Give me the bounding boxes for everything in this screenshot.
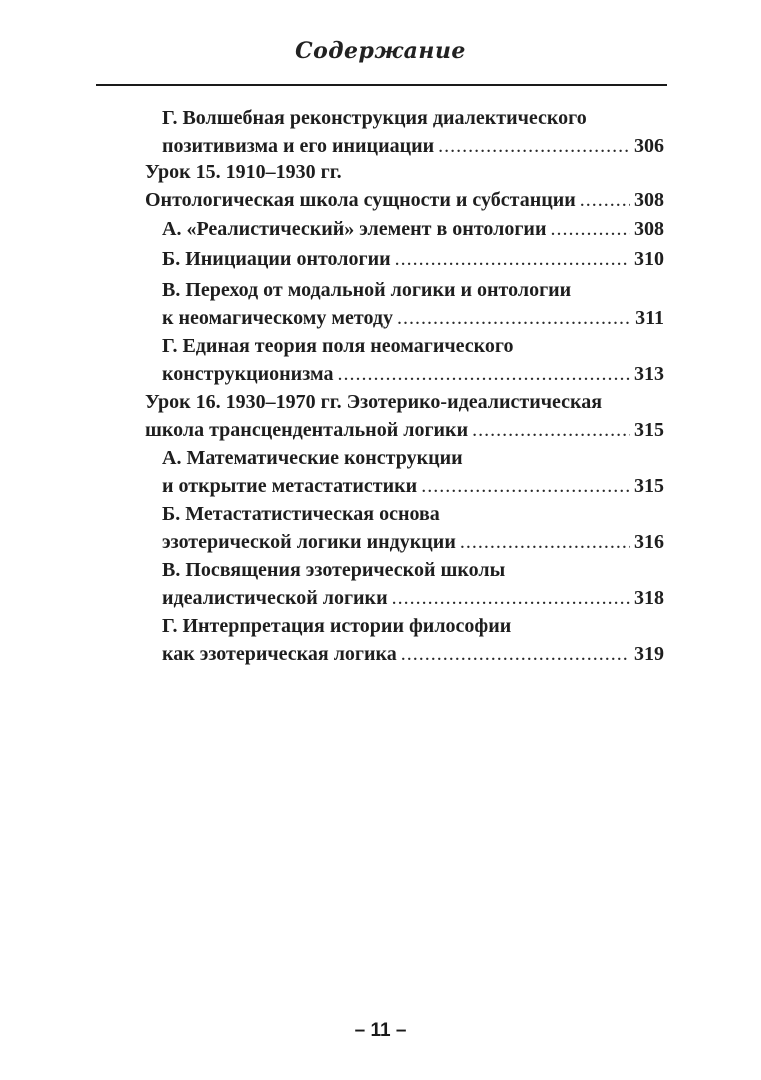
leader-dots — [337, 360, 630, 388]
toc-entry-title-end: Б. Инициации онтологии — [162, 248, 391, 270]
toc-entry-line: Г. Волшебная реконструкция диалектического — [162, 107, 587, 129]
leader-dots — [550, 215, 630, 243]
toc-page-number: 310 — [634, 248, 664, 270]
toc-entry — [162, 215, 664, 243]
page-header-title: Содержание — [295, 38, 466, 64]
toc-page-number: 308 — [634, 218, 664, 240]
toc-entry-title-end: к неомагическому методу — [162, 307, 394, 329]
leader-dots — [460, 528, 630, 556]
toc-entry-title-end: позитивизма и его инициации — [162, 135, 435, 157]
toc-entry — [162, 500, 664, 556]
toc-entry — [145, 388, 664, 444]
toc-page-number: 313 — [634, 363, 664, 385]
page-number: – 11 – — [354, 1020, 407, 1041]
toc-page-number: 311 — [635, 307, 664, 329]
toc-entry-title-end: конструкционизма — [162, 363, 334, 385]
toc-entry-line: В. Переход от модальной логики и онтологии — [162, 279, 572, 301]
leader-dots — [395, 245, 630, 273]
toc-entry-title-end: А. «Реалистический» элемент в онтологии — [162, 218, 547, 240]
toc-entry-title-end: идеалистической логики — [162, 587, 388, 609]
toc-entry-line: А. Математические конструкции — [162, 447, 463, 469]
toc-page-number: 316 — [634, 531, 664, 553]
toc-entry — [162, 556, 664, 612]
toc-entry — [162, 612, 664, 668]
header-divider — [96, 84, 667, 86]
toc-entry-line: Урок 16. 1930–1970 гг. Эзотерико-идеалистическая — [145, 391, 603, 413]
toc-entry-line: Г. Интерпретация истории философии — [162, 615, 512, 637]
leader-dots — [438, 132, 630, 160]
toc-entry-line: Б. Метастатистическая основа — [162, 503, 440, 525]
toc-entry-title-end: эзотерической логики индукции — [162, 531, 456, 553]
toc-entry-line: Урок 15. 1910–1930 гг. — [145, 161, 342, 183]
toc-entry — [162, 245, 664, 273]
leader-dots — [401, 640, 630, 668]
toc-entry-line: Г. Единая теория поля неомагического — [162, 335, 514, 357]
toc-entry-line: В. Посвящения эзотерической школы — [162, 559, 506, 581]
toc-entry-title-end: Онтологическая школа сущности и субстанции — [145, 189, 576, 211]
toc-page-number: 315 — [634, 419, 664, 441]
toc-page-number: 319 — [634, 643, 664, 665]
leader-dots — [392, 584, 630, 612]
toc-page-number: 306 — [634, 135, 664, 157]
leader-dots — [472, 416, 630, 444]
leader-dots — [580, 186, 630, 214]
toc-entry-title-end: школа трансцендентальной логики — [145, 419, 469, 441]
toc-entry — [145, 158, 664, 214]
toc-entry — [162, 104, 664, 160]
toc-entry-title-end: как эзотерическая логика — [162, 643, 397, 665]
toc-page-number: 315 — [634, 475, 664, 497]
toc-entry — [162, 444, 664, 500]
toc-page-number: 318 — [634, 587, 664, 609]
leader-dots — [397, 304, 631, 332]
toc-entry — [162, 276, 664, 332]
toc-page-number: 308 — [634, 189, 664, 211]
toc-entry-title-end: и открытие метастатистики — [162, 475, 418, 497]
leader-dots — [421, 472, 630, 500]
toc-entry — [162, 332, 664, 388]
